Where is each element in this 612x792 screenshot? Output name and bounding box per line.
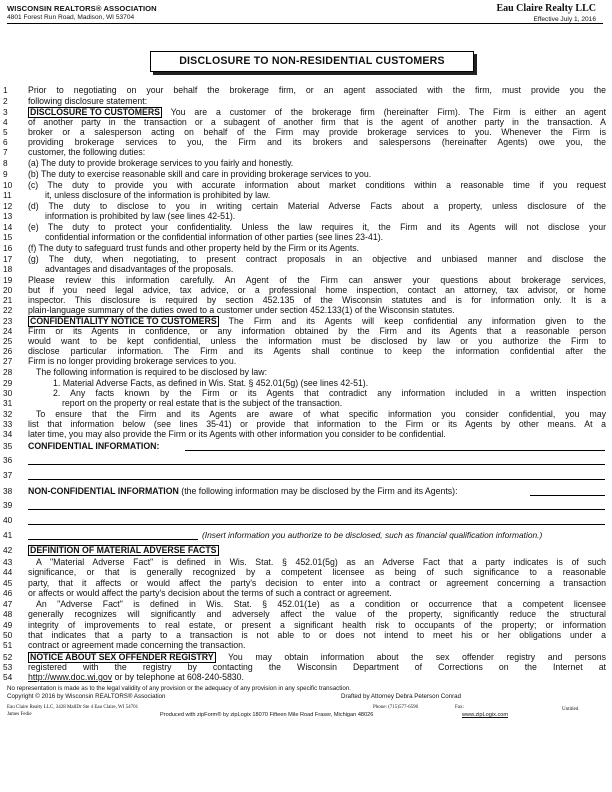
association-name: WISCONSIN REALTORS® ASSOCIATION bbox=[7, 4, 157, 13]
line-53: 53 registered with the registry by contacting the Wisconsin Department of Corrections on the Internet at bbox=[3, 662, 606, 672]
header-rule bbox=[7, 23, 603, 24]
association-address: 4801 Forest Run Road, Madison, WI 53704 bbox=[7, 14, 135, 21]
nonconfidential-info-field-4[interactable] bbox=[28, 539, 198, 540]
line-23: 23 CONFIDENTIALITY NOTICE TO CUSTOMERS The Firm and its Agents will keep confidential any information given to the bbox=[3, 316, 606, 326]
line-13: 13 information is prohibited by law (see lines 42-51). bbox=[3, 211, 236, 221]
line-38: 38 NON-CONFIDENTIAL INFORMATION (the following information may be disclosed by the Firm and its Agents): bbox=[3, 486, 458, 496]
line-45: 45 party, that it affects or would affect the party's decision to enter into a contract or agreement concerning a transaction bbox=[3, 578, 606, 588]
line-40: 40 bbox=[3, 515, 13, 525]
line-17: 17 (g) The duty, when negotiating, to present contract proposals in an objective and unbiased manner and disclose the bbox=[3, 254, 606, 264]
footer-drafted-by: Drafted by Attorney Debra Peterson Conrad bbox=[341, 693, 462, 700]
effective-date: Effective July 1, 2016 bbox=[533, 16, 596, 23]
line-36: 36 bbox=[3, 455, 13, 465]
footer-firm-address: Eau Claire Realty LLC, 3428 MallDr Ste 4 Eau Claire, WI 54701 bbox=[7, 705, 139, 710]
line-27: 27 Firm is no longer providing brokerage services to you. bbox=[3, 356, 237, 366]
company-name: Eau Claire Realty LLC bbox=[496, 3, 596, 14]
line-7: 7 customer, the following duties: bbox=[3, 147, 146, 157]
line-37: 37 bbox=[3, 470, 13, 480]
line-41: 41 bbox=[3, 530, 13, 540]
line-24: 24 Firm or its Agents in confidence, or any information obtained by the Firm and its Agents that a reasonable person bbox=[3, 326, 606, 336]
footer-note: No representation is made as to the legal validity of any provision or the adequacy of any provision in any specific transaction. bbox=[7, 685, 351, 692]
ziplogix-link[interactable]: www.zipLogix.com bbox=[462, 712, 509, 718]
line-33: 33 list that information below (see lines 35-41) or provide that information to the Firm or its Agents by other means. At a bbox=[3, 419, 606, 429]
footer-doc-name: Untitled bbox=[562, 707, 579, 712]
line-5: 5 broker or a salesperson acting on behalf of the Firm may provide brokerage services to you. Whenever the Firm is bbox=[3, 127, 606, 137]
line-4: 4 of another party in the transaction or a subagent of another firm that is the agent of another party in the transaction. A bbox=[3, 117, 606, 127]
line-35: 35 CONFIDENTIAL INFORMATION: bbox=[3, 441, 160, 451]
line-44: 44 significance, or that is generally recognized by a competent licensee as being of such significance to a reasonable bbox=[3, 567, 606, 577]
nonconfidential-info-field-2[interactable] bbox=[28, 509, 605, 510]
line-11: 11 it, unless disclosure of the information is prohibited by law. bbox=[3, 190, 271, 200]
line-50: 50 that indicates that a party to a transaction is not able to or does not intend to meet his or her obligations under a bbox=[3, 630, 606, 640]
line-16: 16 (f) The duty to safeguard trust funds and other property held by the Firm or its Agents. bbox=[3, 243, 360, 253]
line-47: 47 An "Adverse Fact" is defined in Wis. Stat. § 452.01(1e) as a condition or occurrence that a competent licensee bbox=[3, 599, 606, 609]
line-1: 1 Prior to negotiating on your behalf the brokerage firm, or an agent associated with the firm, must provide you the bbox=[3, 85, 606, 95]
line-15: 15 confidential information or the confidential information of other parties (see lines 23-41). bbox=[3, 232, 384, 242]
line-46: 46 or affects or would affect the party's decision about the terms of such a contract or agreement. bbox=[3, 588, 392, 598]
line-43: 43 A "Material Adverse Fact" is defined in Wis. Stat. § 452.01(5g) as an Adverse Fact that a party indicates is of such bbox=[3, 557, 606, 567]
heading-disclosure: DISCLOSURE TO CUSTOMERS bbox=[30, 107, 160, 117]
line-28: 28 The following information is required to be disclosed by law: bbox=[3, 367, 268, 377]
footer-produced-with: Produced with zipForm® by zipLogix 18070 Fifteen Mile Road Fraser, Michigan 48026 bbox=[160, 712, 374, 718]
line-29: 29 1. Material Adverse Facts, as defined in Wis. Stat. § 452.01(5g) (see lines 42-51). bbox=[3, 378, 369, 388]
line-12: 12 (d) The duty to disclose to you in writing certain Material Adverse Facts about a property, unless disclosure of the bbox=[3, 201, 606, 211]
form-title: DISCLOSURE TO NON-RESIDENTIAL CUSTOMERS bbox=[150, 51, 474, 72]
line-10: 10 (c) The duty to provide you with accurate information about market conditions within a reasonable time if you request bbox=[3, 180, 606, 190]
line-14: 14 (e) The duty to protect your confidentiality. Unless the law requires it, the Firm and its Agents will not disclose your bbox=[3, 222, 606, 232]
line-21: 21 inspector. This disclosure is required by section 452.135 of the Wisconsin statutes and is for information only. It is a bbox=[3, 295, 606, 305]
footer-copyright: Copyright © 2016 by Wisconsin REALTORS® Association bbox=[7, 693, 166, 700]
line-32: 32 To ensure that the Firm and its Agents are aware of what specific information you consider confidential, you may bbox=[3, 409, 606, 419]
heading-material-adverse-facts: DEFINITION OF MATERIAL ADVERSE FACTS bbox=[30, 545, 217, 555]
line-2: 2 following disclosure statement: bbox=[3, 96, 148, 106]
line-20: 20 but if you need legal advice, tax advice, or a professional home inspection, contact an attorney, tax advisor, or home bbox=[3, 285, 606, 295]
line-30: 30 2. Any facts known by the Firm or its Agents that contradict any information included in a written inspection bbox=[3, 388, 606, 398]
line-26: 26 disclose particular information. The Firm and its Agents shall continue to keep the information confidential after the bbox=[3, 346, 606, 356]
line-34: 34 later time, you may also provide the Firm or its Agents with other information you consider to be confidential. bbox=[3, 429, 446, 439]
nonconfidential-info-field-1[interactable] bbox=[530, 495, 605, 496]
footer-agent-name: James Fedie bbox=[7, 712, 32, 717]
line-22: 22 plain-language summary of the duties owed to a customer under section 452.133(1) of the Wisconsin statutes. bbox=[3, 305, 455, 315]
heading-confidential-info: CONFIDENTIAL INFORMATION: bbox=[28, 441, 160, 451]
line-49: 49 integrity of improvements to real estate, or present a significant health risk to occupants of the property; or information bbox=[3, 620, 606, 630]
footer-phone: Phone: (715)577-6596 bbox=[373, 705, 419, 710]
line-3: 3 DISCLOSURE TO CUSTOMERS You are a customer of the brokerage firm (hereinafter Firm). The Firm is either an agent bbox=[3, 107, 606, 117]
authorized-info-hint: (Insert information you authorize to be disclosed, such as financial qualification information.) bbox=[202, 530, 543, 540]
footer-fax: Fax: bbox=[455, 705, 464, 710]
line-25: 25 would want to be kept confidential, unless the information must be disclosed by law or you authorize the Firm to bbox=[3, 336, 606, 346]
confidential-info-field-3[interactable] bbox=[28, 479, 605, 480]
heading-sex-offender-registry: NOTICE ABOUT SEX OFFENDER REGISTRY bbox=[30, 652, 214, 662]
line-51: 51 contract or agreement made concerning the transaction. bbox=[3, 640, 246, 650]
line-54: 54 http://www.doc.wi.gov or by telephone at 608-240-5830. bbox=[3, 672, 244, 682]
line-31: 31 report on the property or real estate that is the subject of the transaction. bbox=[3, 398, 343, 408]
line-18: 18 advantages and disadvantages of the proposals. bbox=[3, 264, 234, 274]
line-8: 8 (a) The duty to provide brokerage services to you fairly and honestly. bbox=[3, 158, 294, 168]
line-42: 42 DEFINITION OF MATERIAL ADVERSE FACTS bbox=[3, 545, 217, 555]
line-52: 52 NOTICE ABOUT SEX OFFENDER REGISTRY You may obtain information about the sex offender registry and persons bbox=[3, 652, 606, 662]
doc-website-link[interactable]: http://www.doc.wi.gov bbox=[28, 672, 113, 682]
heading-confidentiality: CONFIDENTIALITY NOTICE TO CUSTOMERS bbox=[30, 316, 217, 326]
confidential-info-field-2[interactable] bbox=[28, 464, 605, 465]
line-48: 48 generally recognizes will significantly and adversely affect the value of the property, significantly reduce the structural bbox=[3, 609, 606, 619]
nonconfidential-info-field-3[interactable] bbox=[28, 524, 605, 525]
line-6: 6 providing brokerage services to you, the Firm and its brokers and salespersons (hereinafter Agents) owe you, the bbox=[3, 137, 606, 147]
heading-nonconfidential-info: NON-CONFIDENTIAL INFORMATION bbox=[28, 486, 179, 496]
line-39: 39 bbox=[3, 500, 13, 510]
line-9: 9 (b) The duty to exercise reasonable skill and care in providing brokerage services to you. bbox=[3, 169, 372, 179]
confidential-info-field-1[interactable] bbox=[185, 450, 605, 451]
line-19: 19 Please review this information carefully. An Agent of the Firm can answer your questions about brokerage services, bbox=[3, 275, 606, 285]
